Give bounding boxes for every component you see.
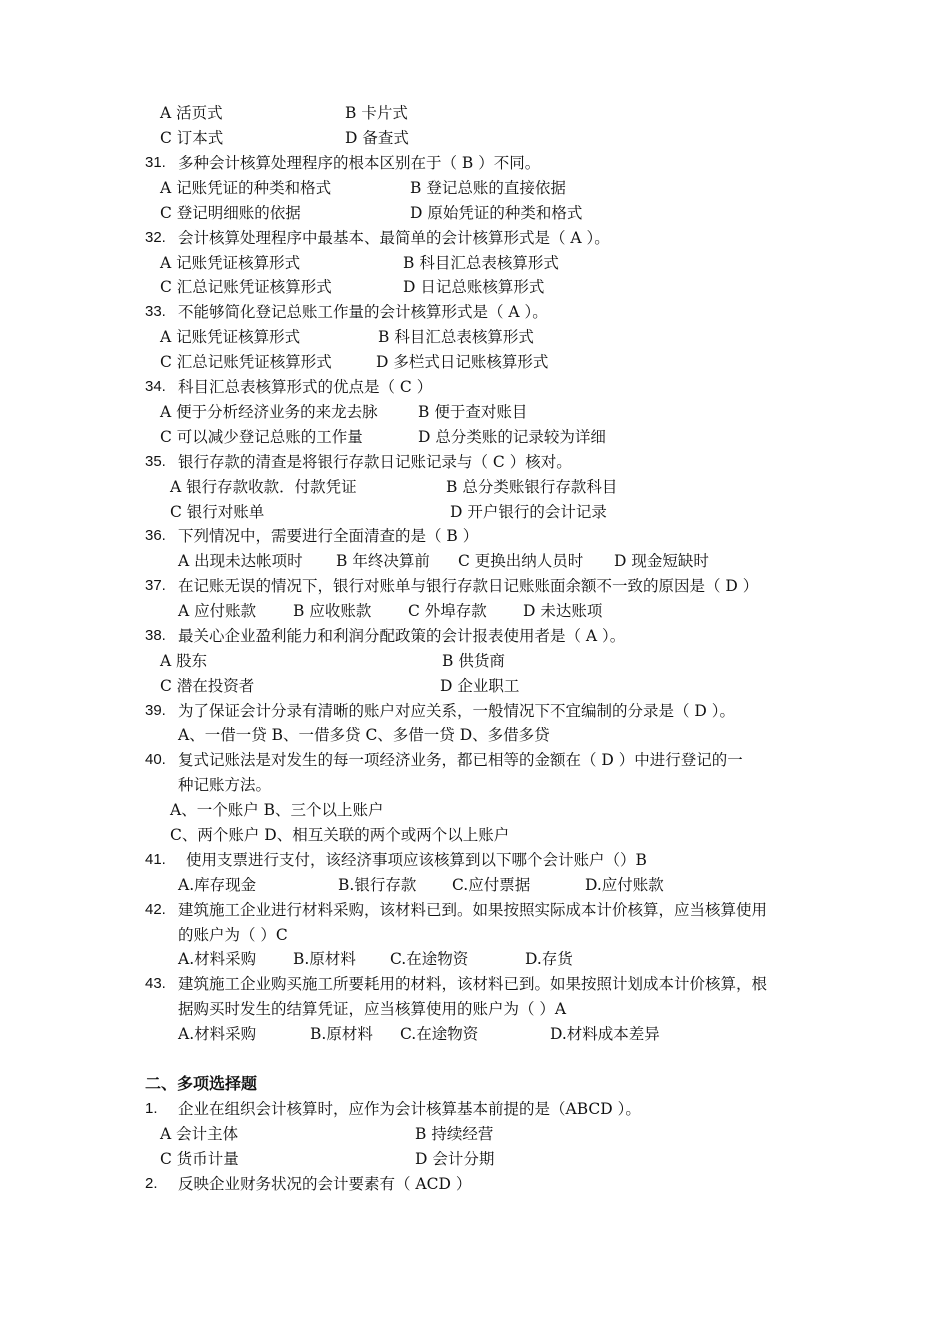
option-b: B 卡片式 [345,104,408,122]
option-a: A 应付账款 [178,602,257,620]
question-number: 38. [145,627,166,644]
question-text-continued: 据购买时发生的结算凭证，应当核算使用的账户为（ ）A [178,1000,567,1018]
option-a: A 记账凭证的种类和格式 [160,179,332,197]
question-text: 银行存款的清查是将银行存款日记账记录与（ C ）核对。 [178,453,572,471]
question-number: 32. [145,229,166,246]
option-d: D.存货 [525,950,573,968]
question-number: 42. [145,901,166,918]
option-b: B 总分类账银行存款科目 [446,478,618,496]
question-number: 34. [145,378,166,395]
options-line: A、一个账户 B、三个以上账户 [170,801,384,819]
question-number: 2. [145,1175,158,1192]
option-d: D 未达账项 [523,602,603,620]
section-heading: 二、多项选择题 [145,1074,258,1093]
option-c: C.在途物资 [390,950,469,968]
option-d: D 企业职工 [440,677,520,695]
option-d: D 开户银行的会计记录 [450,503,607,521]
option-a: A.库存现金 [178,876,257,894]
option-b: B.银行存款 [338,876,417,894]
option-c: C 可以减少登记总账的工作量 [160,428,363,446]
option-a: A 股东 [160,652,208,670]
question-number: 41. [145,851,166,868]
question-number: 31. [145,154,166,171]
option-a: A.材料采购 [178,1025,257,1043]
option-d: D 现金短缺时 [614,552,709,570]
option-b: B 科目汇总表核算形式 [403,254,559,272]
option-d: D 会计分期 [415,1150,495,1168]
option-d: D 多栏式日记账核算形式 [376,353,549,371]
question-text: 使用支票进行支付，该经济事项应该核算到以下哪个会计账户（）B [186,851,647,869]
option-d: D 日记总账核算形式 [403,278,545,296]
option-c: C 汇总记账凭证核算形式 [160,278,332,296]
option-c: C 更换出纳人员时 [458,552,584,570]
question-text: 企业在组织会计核算时，应作为会计核算基本前提的是（ABCD ）。 [178,1100,641,1118]
option-d: D.应付账款 [585,876,664,894]
option-a: A 记账凭证核算形式 [160,328,301,346]
question-text: 不能够简化登记总账工作量的会计核算形式是（ A ）。 [178,303,548,321]
option-d: D 备查式 [345,129,409,147]
question-number: 39. [145,702,166,719]
question-text: 在记账无误的情况下，银行对账单与银行存款日记账账面余额不一致的原因是（ D ） [178,577,759,595]
option-c: C 货币计量 [160,1150,239,1168]
option-c: C 银行对账单 [170,503,265,521]
question-text: 为了保证会计分录有清晰的账户对应关系，一般情况下不宜编制的分录是（ D ）。 [178,702,736,720]
question-text: 建筑施工企业购买施工所要耗用的材料，该材料已到。如果按照计划成本计价核算，根 [178,975,768,993]
option-c: C 潜在投资者 [160,677,255,695]
option-d: D.材料成本差异 [550,1025,660,1043]
question-number: 1. [145,1100,158,1117]
option-c: C 登记明细账的依据 [160,204,301,222]
option-a: A 活页式 [160,104,223,122]
option-c: C 订本式 [160,129,224,147]
option-b: B 应收账款 [293,602,372,620]
option-c: C 汇总记账凭证核算形式 [160,353,332,371]
question-text: 复式记账法是对发生的每一项经济业务，都已相等的金额在（ D ）中进行登记的一 [178,751,743,769]
option-c: C 外埠存款 [408,602,487,620]
option-b: B.原材料 [310,1025,373,1043]
option-b: B 登记总账的直接依据 [410,179,566,197]
question-number: 37. [145,577,166,594]
question-number: 36. [145,527,166,544]
question-text: 下列情况中，需要进行全面清查的是（ B ） [178,527,479,545]
option-c: C.应付票据 [452,876,531,894]
question-number: 35. [145,453,166,470]
question-text-continued: 种记账方法。 [178,776,272,794]
option-b: B 年终决算前 [336,552,430,570]
option-b: B 科目汇总表核算形式 [378,328,534,346]
question-text: 反映企业财务状况的会计要素有（ ACD ） [178,1175,472,1193]
question-text-continued: 的账户为（ ）C [178,926,288,944]
options-line: A、一借一贷 B、一借多贷 C、多借一贷 D、多借多贷 [178,726,550,744]
question-number: 43. [145,975,166,992]
option-b: B 供货商 [442,652,505,670]
option-a: A 会计主体 [160,1125,239,1143]
option-b: B.原材料 [293,950,356,968]
option-b: B 便于查对账目 [418,403,528,421]
option-d: D 总分类账的记录较为详细 [418,428,606,446]
question-text: 科目汇总表核算形式的优点是（ C ） [178,378,433,396]
option-b: B 持续经营 [415,1125,494,1143]
options-line: C、两个账户 D、相互关联的两个或两个以上账户 [170,826,510,844]
question-text: 建筑施工企业进行材料采购，该材料已到。如果按照实际成本计价核算，应当核算使用 [178,901,768,919]
option-a: A 便于分析经济业务的来龙去脉 [160,403,378,421]
question-number: 33. [145,303,166,320]
question-text: 最关心企业盈利能力和利润分配政策的会计报表使用者是（ A ）。 [178,627,626,645]
option-d: D 原始凭证的种类和格式 [410,204,583,222]
option-c: C.在途物资 [400,1025,479,1043]
question-number: 40. [145,751,166,768]
question-text: 多种会计核算处理程序的根本区别在于（ B ）不同。 [178,154,541,172]
option-a: A.材料采购 [178,950,257,968]
option-a: A 出现未达帐项时 [178,552,303,570]
question-text: 会计核算处理程序中最基本、最简单的会计核算形式是（ A ）。 [178,229,610,247]
option-a: A 记账凭证核算形式 [160,254,301,272]
option-a: A 银行存款收款．付款凭证 [170,478,357,496]
